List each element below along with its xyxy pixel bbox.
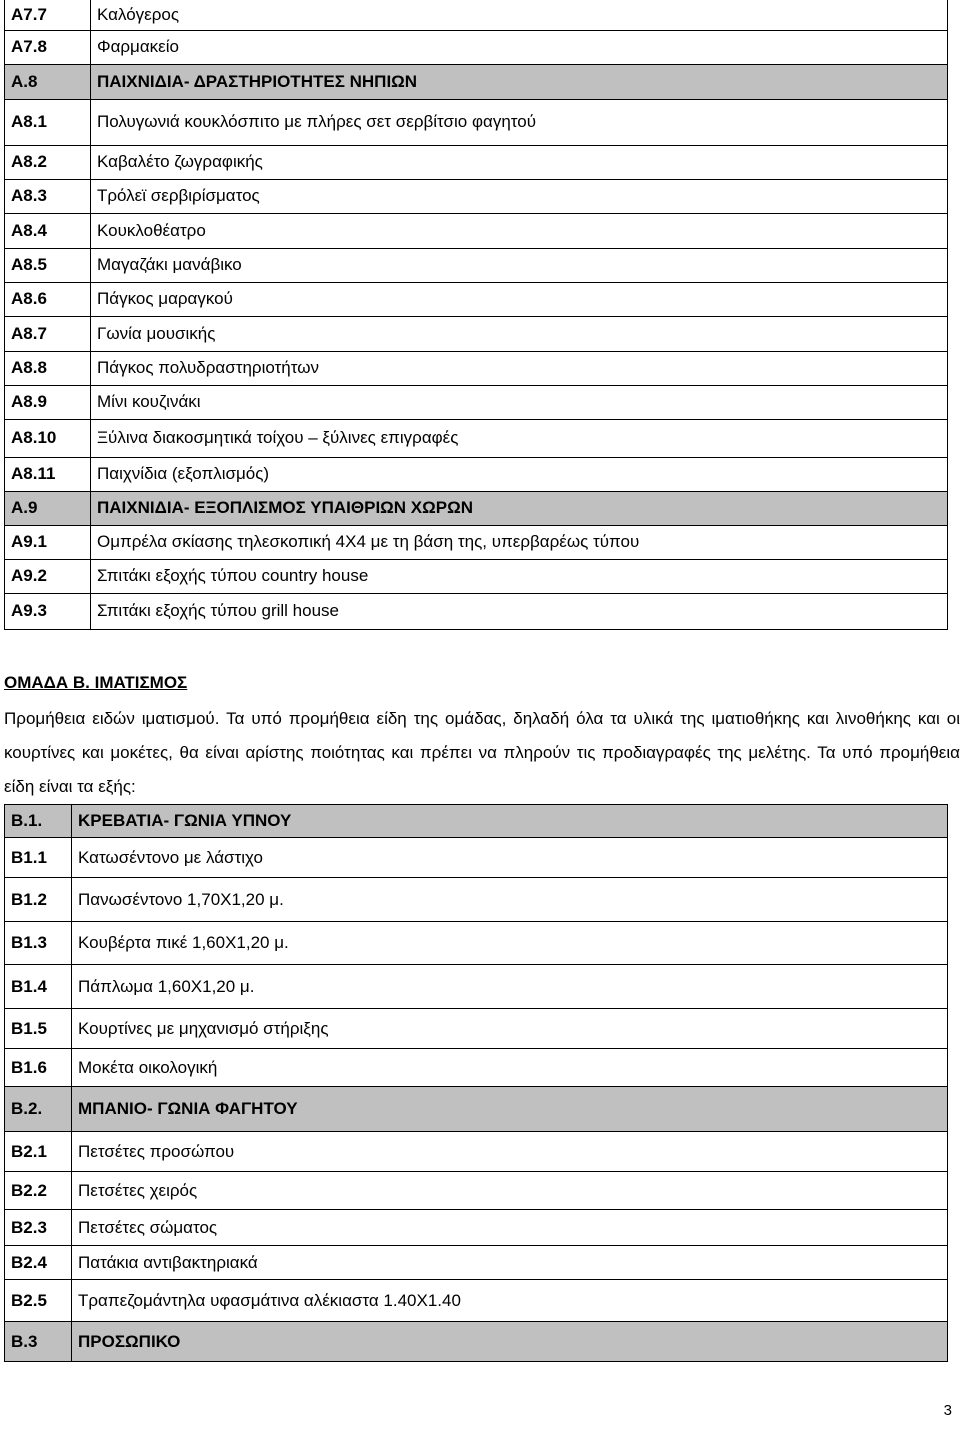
item-description-cell: ΠΡΟΣΩΠΙΚΟ [72,1322,948,1362]
table-row [5,878,948,922]
item-description-cell: Πάγκος μαραγκού [91,282,948,316]
item-description-cell: Γωνία μουσικής [91,316,948,351]
item-code-cell: Α8.3 [5,179,91,213]
item-code-cell: Β1.3 [5,922,72,965]
item-code-cell: Α8.4 [5,213,91,248]
table-row [5,922,948,965]
item-description-cell: ΜΠΑΝΙΟ- ΓΩΝΙΑ ΦΑΓΗΤΟΥ [72,1087,948,1132]
item-code-cell: Β.3 [5,1322,72,1362]
table-row [5,1246,948,1280]
table-row [5,30,948,64]
item-description-cell: Ομπρέλα σκίασης τηλεσκοπική 4Χ4 με τη βάση της, υπερβαρέως τύπου [91,525,948,559]
item-code-cell: Β1.1 [5,838,72,878]
item-description-cell: Τραπεζομάντηλα υφασμάτινα αλέκιαστα 1.40Χ1.40 [72,1280,948,1322]
item-description-cell: ΠΑΙΧΝΙΔΙΑ- ΔΡΑΣΤΗΡΙΟΤΗΤΕΣ ΝΗΠΙΩΝ [91,64,948,99]
item-description-cell: Καβαλέτο ζωγραφικής [91,145,948,179]
section-paragraph: Προμήθεια ειδών ιματισμού. Τα υπό προμήθεια είδη της ομάδας, δηλαδή όλα τα υλικά της ιματιοθήκης και λινοθήκης και οι κουρτίνες και μοκέτες, θα είναι αρίστης ποιότητας και πρέπει να πληρούν τις προδιαγραφές της μελέτης. Τα υπό προμήθεια είδη είναι τα εξής: [4,709,960,796]
item-description-cell: Πατάκια αντιβακτηριακά [72,1246,948,1280]
clothing-table-b [4,804,948,1362]
table-row [5,282,948,316]
section-heading: ΟΜΑΔΑ Β. ΙΜΑΤΙΣΜΟΣ [4,673,188,692]
item-code-cell: Α8.10 [5,419,91,457]
item-code-cell: Β1.4 [5,965,72,1009]
item-description-cell: Πετσέτες προσώπου [72,1132,948,1172]
table-row [5,457,948,491]
table-section-header-row [5,64,948,99]
table-row [5,385,948,419]
item-description-cell: Μοκέτα οικολογική [72,1049,948,1087]
item-description-cell: Φαρμακείο [91,30,948,64]
item-description-cell: Μίνι κουζινάκι [91,385,948,419]
table-row [5,248,948,282]
page-number: 3 [943,1402,952,1419]
table-row [5,316,948,351]
item-description-cell: Μαγαζάκι μανάβικο [91,248,948,282]
table-row [5,99,948,145]
item-code-cell: Α.8 [5,64,91,99]
item-code-cell: Β2.2 [5,1172,72,1210]
item-description-cell: Κουβέρτα πικέ 1,60Χ1,20 μ. [72,922,948,965]
item-code-cell: Β1.5 [5,1009,72,1049]
item-code-cell: Β2.1 [5,1132,72,1172]
item-code-cell: Α8.11 [5,457,91,491]
item-code-cell: Β2.4 [5,1246,72,1280]
item-code-cell: Α8.5 [5,248,91,282]
table-section-header-row [5,1322,948,1362]
item-description-cell: Καλόγερος [91,0,948,30]
table-section-header-row [5,491,948,525]
table-row [5,0,948,30]
item-code-cell: Α.9 [5,491,91,525]
table-row [5,213,948,248]
item-description-cell: Πάγκος πολυδραστηριοτήτων [91,351,948,385]
item-description-cell: Παιχνίδια (εξοπλισμός) [91,457,948,491]
table-row [5,419,948,457]
item-code-cell: Α7.7 [5,0,91,30]
item-description-cell: Σπιτάκι εξοχής τύπου country house [91,559,948,593]
table-row [5,351,948,385]
item-code-cell: Β.1. [5,805,72,838]
item-code-cell: Α8.1 [5,99,91,145]
table-row [5,559,948,593]
table-row [5,525,948,559]
item-code-cell: Α8.7 [5,316,91,351]
table-section-header-row [5,1087,948,1132]
item-description-cell: Κουρτίνες με μηχανισμό στήριξης [72,1009,948,1049]
item-description-cell: Πολυγωνιά κουκλόσπιτο με πλήρες σετ σερβίτσιο φαγητού [91,99,948,145]
table-row [5,1132,948,1172]
item-code-cell: Β1.2 [5,878,72,922]
item-description-cell: Πανωσέντονο 1,70Χ1,20 μ. [72,878,948,922]
item-code-cell: Α8.9 [5,385,91,419]
item-description-cell: Ξύλινα διακοσμητικά τοίχου – ξύλινες επιγραφές [91,419,948,457]
table-row [5,1009,948,1049]
item-code-cell: Β.2. [5,1087,72,1132]
item-description-cell: Πετσέτες χειρός [72,1172,948,1210]
item-code-cell: Α7.8 [5,30,91,64]
table-row [5,965,948,1009]
equipment-table-a [4,0,948,630]
item-code-cell: Β2.3 [5,1210,72,1246]
table-row [5,1280,948,1322]
table-row [5,1210,948,1246]
table-row [5,593,948,629]
item-description-cell: Πάπλωμα 1,60Χ1,20 μ. [72,965,948,1009]
table-row [5,145,948,179]
item-code-cell: Α9.2 [5,559,91,593]
item-description-cell: Κατωσέντονο με λάστιχο [72,838,948,878]
item-code-cell: Α9.1 [5,525,91,559]
table-row [5,179,948,213]
table-row [5,1172,948,1210]
item-description-cell: Κουκλοθέατρο [91,213,948,248]
item-code-cell: Α8.2 [5,145,91,179]
table-row [5,1049,948,1087]
item-code-cell: Α8.6 [5,282,91,316]
table-section-header-row [5,805,948,838]
item-description-cell: Σπιτάκι εξοχής τύπου grill house [91,593,948,629]
item-code-cell: Β1.6 [5,1049,72,1087]
item-code-cell: Α9.3 [5,593,91,629]
table-row [5,838,948,878]
item-description-cell: Πετσέτες σώματος [72,1210,948,1246]
item-code-cell: Β2.5 [5,1280,72,1322]
item-description-cell: Τρόλεϊ σερβιρίσματος [91,179,948,213]
item-code-cell: Α8.8 [5,351,91,385]
item-description-cell: ΚΡΕΒΑΤΙΑ- ΓΩΝΙΑ ΥΠΝΟΥ [72,805,948,838]
item-description-cell: ΠΑΙΧΝΙΔΙΑ- ΕΞΟΠΛΙΣΜΟΣ ΥΠΑΙΘΡΙΩΝ ΧΩΡΩΝ [91,491,948,525]
